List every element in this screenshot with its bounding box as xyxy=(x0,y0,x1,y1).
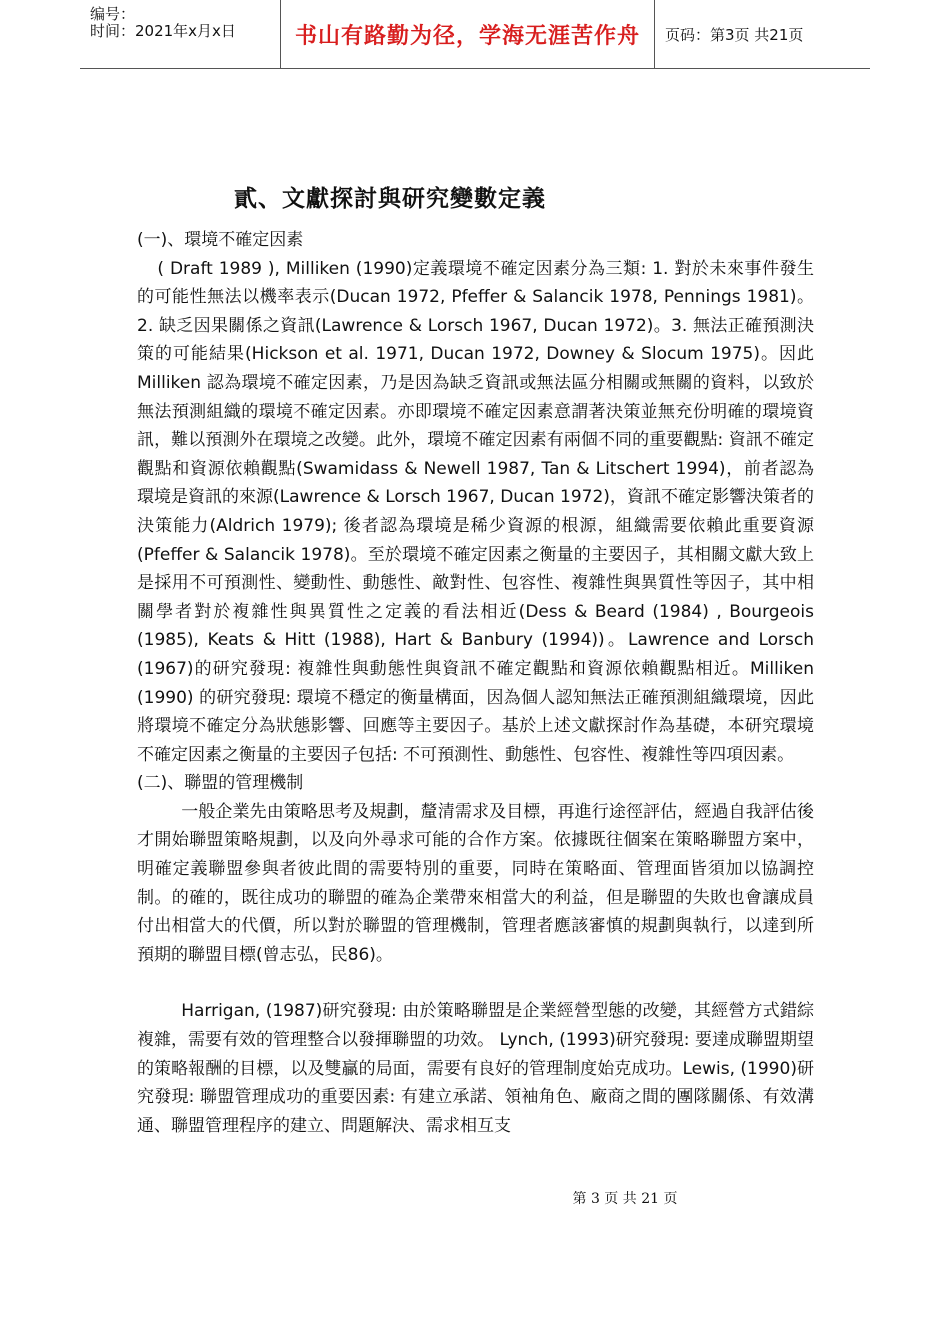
serial-label: 编号： xyxy=(90,5,136,23)
header-motto-cell xyxy=(281,0,655,68)
document-body xyxy=(137,226,814,1140)
page-footer: 第 3 页 共 21 页 xyxy=(572,1191,678,1207)
time-label: 时间：2021年x月x日 xyxy=(90,22,236,40)
header-meta-cell xyxy=(80,0,281,68)
paragraph-spacer xyxy=(137,969,814,997)
paragraph: Harrigan, (1987)研究發現: 由於策略聯盟是企業經營型態的改變，其經營方式錯綜複雜，需要有效的管理整合以發揮聯盟的功效。 Lynch, (1993)研究發現: 要達成聯盟期望的策略報酬的目標，以及雙贏的局面，需要有良好的管理制度始克成功。Lewis, (1990)研究發現: 聯盟管理成功的重要因素: 有建立承諾、領袖角色、廠商之間的團隊關係、有效溝通、聯盟管理程序的建立、問題解決、需求相互支 xyxy=(137,1001,814,1136)
motto-text: 书山有路勤为径，学海无涯苦作舟 xyxy=(294,22,640,49)
section-title: 貳、文獻探討與研究變數定義 xyxy=(234,185,546,212)
section-heading-uncertainty: (一)、環境不確定因素 xyxy=(137,230,304,250)
page-info: 页码：第3页 共21页 xyxy=(665,25,804,44)
paragraph: 一般企業先由策略思考及規劃，釐清需求及目標，再進行途徑評估，經過自我評估後才開始聯盟策略規劃，以及向外尋求可能的合作方案。依據既往個案在策略聯盟方案中，明確定義聯盟參與者彼此間的需要特別的重要，同時在策略面、管理面皆須加以協調控制。的確的，既往成功的聯盟的確為企業帶來相當大的利益，但是聯盟的失敗也會讓成員付出相當大的代價，所以對於聯盟的管理機制，管理者應該審慎的規劃與執行，以達到所預期的聯盟目標(曾志弘，民86)。 xyxy=(137,801,814,965)
page-header xyxy=(80,0,870,69)
header-page-cell xyxy=(655,0,880,68)
section-heading-alliance-management: (二)、聯盟的管理機制 xyxy=(137,773,304,794)
paragraph: ( Draft 1989 ), Milliken (1990)定義環境不確定因素分為三類: 1. 對於未來事件發生的可能性無法以機率表示(Ducan 1972, Pfeffer & Salancik 1978, Pennings 1981)。2. 缺乏因果關係之資訊(Lawrence & Lorsch 1967, Ducan 1972)。3. 無法正確預測決策的可能結果(Hickson et al. 1971, Ducan 1972, Downey & Slocum 1975)。因此 Milliken 認為環境不確定因素，乃是因為缺乏資訊或無法區分相關或無關的資料，以致於無法預測組織的環境不確定因素。亦即環境不確定因素意謂著決策並無充份明確的環境資訊，難以預測外在環境之改變。此外，環境不確定因素有兩個不同的重要觀點: 資訊不確定觀點和資源依賴觀點(Swamidass & Newell 1987, Tan & Litschert 1994)，前者認為環境是資訊的來源(Lawrence & Lorsch 1967, Ducan 1972)，資訊不確定影響決策者的決策能力(Aldrich 1979); 後者認為環境是稀少資源的根源，組織需要依賴此重要資源(Pfeffer & Salancik 1978)。至於環境不確定因素之衡量的主要因子，其相關文獻大致上是採用不可預測性、變動性、動態性、敵對性、包容性、複雜性與異質性等因子，其中相關學者對於複雜性與異質性之定義的看法相近(Dess & Beard (1984) , Bourgeois (1985), Keats & Hitt (1988), Hart & Banbury (1994))。Lawrence and Lorsch (1967)的研究發現: 複雜性與動態性與資訊不確定觀點和資源依賴觀點相近。Milliken (1990) 的研究發現: 環境不穩定的衡量構面，因為個人認知無法正確預測組織環境，因此將環境不確定分為狀態影響、回應等主要因子。基於上述文獻探討作為基礎，本研究環境不確定因素之衡量的主要因子包括: 不可預測性、動態性、包容性、複雜性等四項因素。 xyxy=(137,258,814,765)
